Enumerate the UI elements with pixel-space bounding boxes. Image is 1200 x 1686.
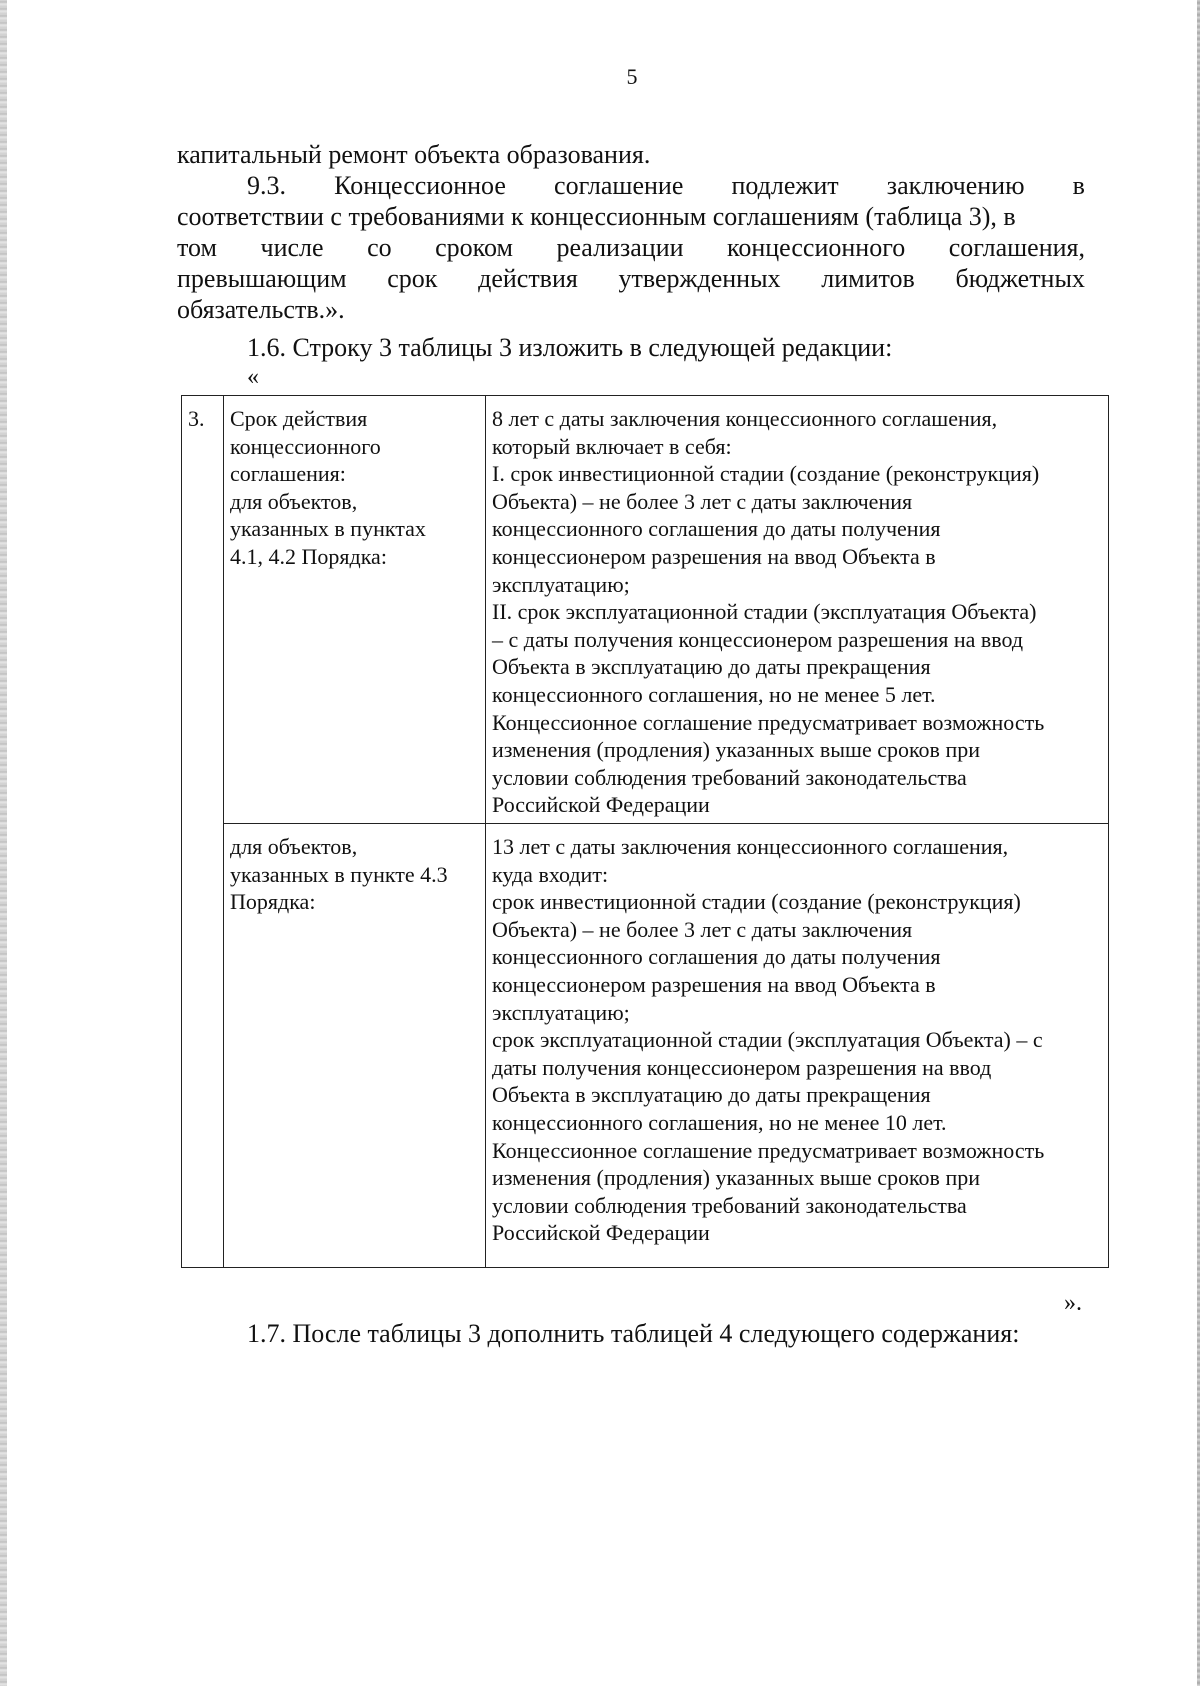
cell-line: изменения (продления) указанных выше сроков при <box>492 1165 980 1191</box>
paragraph-line-justified <box>177 170 1085 201</box>
cell-line: Концессионное соглашение предусматривает возможность <box>492 709 1045 735</box>
cell-line: Российской Федерации <box>492 792 710 818</box>
word: срок <box>387 264 438 293</box>
row-number: 3. <box>188 406 205 431</box>
cell-line: эксплуатацию; <box>492 571 630 597</box>
cell-line: концессионного <box>230 433 381 459</box>
scan-edge-left <box>0 0 7 1686</box>
row1-description-cell <box>486 396 1109 824</box>
word: заключению <box>886 171 1025 200</box>
word: том <box>177 233 217 262</box>
cell-line: даты получения концессионером разрешения на ввод <box>492 1054 992 1080</box>
cell-line: для объектов, <box>230 488 358 514</box>
closing-quote: ». <box>1064 1290 1082 1316</box>
word: подлежит <box>731 171 839 200</box>
cell-line: II. срок эксплуатационной стадии (эксплуатация Объекта) <box>492 599 1037 625</box>
word: бюджетных <box>955 264 1085 293</box>
table-3-row-3 <box>181 395 1109 1268</box>
word: 9.3. <box>247 171 286 200</box>
cell-line: срок эксплуатационной стадии (эксплуатация Объекта) – с <box>492 1027 1043 1053</box>
word: Концессионное <box>334 171 506 200</box>
cell-line: 13 лет с даты заключения концессионного соглашения, <box>492 834 1009 859</box>
cell-line: Объекта в эксплуатацию до даты прекращения <box>492 1082 931 1108</box>
table-row <box>182 396 1109 824</box>
cell-line: условии соблюдения требований законодательства <box>492 764 967 790</box>
cell-line: условии соблюдения требований законодательства <box>492 1192 967 1218</box>
word: реализации <box>556 233 684 262</box>
paragraph-line: обязательств.». <box>177 295 345 324</box>
cell-line: концессионером разрешения на ввод Объекта в <box>492 971 936 997</box>
cell-line: Российской Федерации <box>492 1220 710 1246</box>
cell-line: – с даты получения концессионером разрешения на ввод <box>492 626 1024 652</box>
word: в <box>1072 171 1085 200</box>
cell-line: 8 лет с даты заключения концессионного соглашения, <box>492 406 998 431</box>
word: лимитов <box>821 264 915 293</box>
cell-line: концессионного соглашения, но не менее 10 лет. <box>492 1109 947 1135</box>
paragraph-line-justified <box>177 232 1085 263</box>
cell-line: для объектов, <box>230 834 358 859</box>
cell-line: Объекта в эксплуатацию до даты прекращения <box>492 654 931 680</box>
cell-line: эксплуатацию; <box>492 999 630 1025</box>
paragraph-9-3 <box>177 139 1085 325</box>
word: соглашения, <box>948 233 1085 262</box>
word: со <box>367 233 392 262</box>
opening-quote: « <box>247 364 259 390</box>
word: числе <box>260 233 324 262</box>
cell-line: концессионного соглашения, но не менее 5 лет. <box>492 681 936 707</box>
word: действия <box>478 264 578 293</box>
cell-line: 4.1, 4.2 Порядка: <box>230 543 387 569</box>
table-row <box>182 824 1109 1268</box>
cell-line: Объекта) – не более 3 лет с даты заключения <box>492 916 913 942</box>
word: сроком <box>435 233 513 262</box>
word: утвержденных <box>618 264 781 293</box>
cell-line: указанных в пунктах <box>230 516 426 542</box>
cell-line: Срок действия <box>230 406 368 431</box>
page-number: 5 <box>626 64 638 89</box>
row-number-cell <box>182 396 224 1268</box>
cell-line: Концессионное соглашение предусматривает возможность <box>492 1137 1045 1163</box>
cell-line: Объекта) – не более 3 лет с даты заключения <box>492 488 913 514</box>
cell-line: изменения (продления) указанных выше сроков при <box>492 737 980 763</box>
word: концессионного <box>727 233 906 262</box>
paragraph-line-justified <box>177 263 1085 294</box>
word: соглашение <box>554 171 684 200</box>
cell-line: I. срок инвестиционной стадии (создание (реконструкция) <box>492 461 1040 487</box>
row2-name-cell <box>224 824 486 1268</box>
cell-line: куда входит: <box>492 861 609 887</box>
row2-description-cell <box>486 824 1109 1268</box>
cell-line: концессионного соглашения до даты получения <box>492 944 941 970</box>
cell-line: соглашения: <box>230 461 346 487</box>
item-1-6: 1.6. Строку 3 таблицы 3 изложить в следующей редакции: <box>247 333 893 362</box>
cell-line: указанных в пункте 4.3 <box>230 861 448 887</box>
word: превышающим <box>177 264 347 293</box>
cell-line: срок инвестиционной стадии (создание (реконструкция) <box>492 889 1021 915</box>
cell-line: концессионного соглашения до даты получения <box>492 516 941 542</box>
cell-line: Порядка: <box>230 889 316 915</box>
paragraph-line: капитальный ремонт объекта образования. <box>177 140 651 169</box>
cell-line: который включает в себя: <box>492 433 732 459</box>
row1-name-cell <box>224 396 486 824</box>
paragraph-line: соответствии с требованиями к концессионным соглашениям (таблица 3), в <box>177 202 1016 231</box>
item-1-7: 1.7. После таблицы 3 дополнить таблицей 4 следующего содержания: <box>247 1319 1020 1348</box>
cell-line: концессионером разрешения на ввод Объекта в <box>492 543 936 569</box>
